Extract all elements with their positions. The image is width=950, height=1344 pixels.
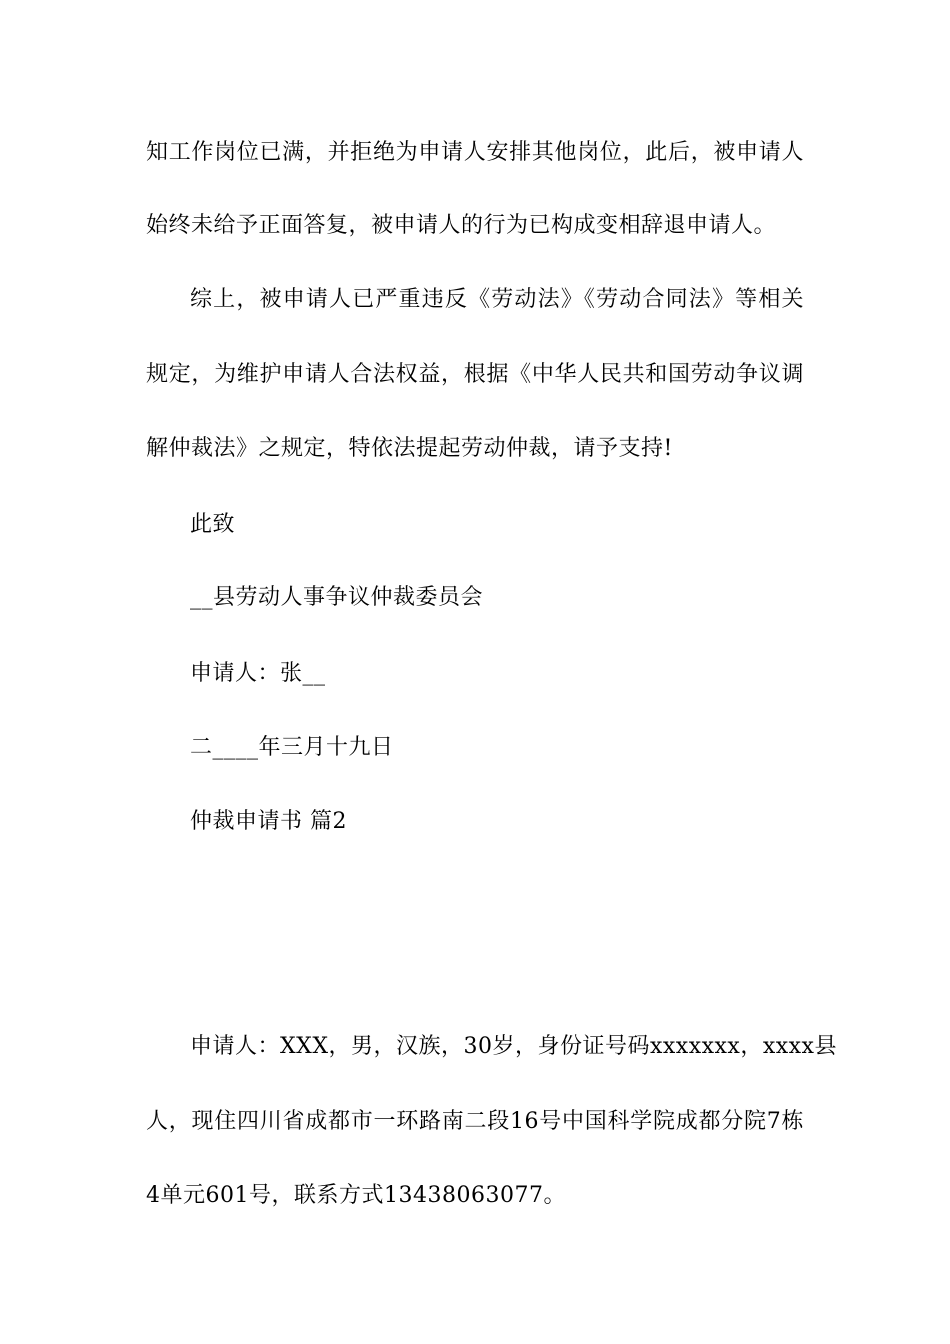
paragraph-3-line-3: 4单元601号，联系方式13438063077。 — [146, 1183, 566, 1208]
recipient: __县劳动人事争议仲裁委员会 — [190, 585, 484, 610]
paragraph-3-line-2: 人，现住四川省成都市一环路南二段16号中国科学院成都分院7栋 — [146, 1109, 804, 1134]
section-heading: 仲裁申请书 篇2 — [190, 809, 347, 834]
paragraph-3-line-1: 申请人：XXX，男，汉族，30岁，身份证号码xxxxxxx，xxxx县 — [190, 1034, 837, 1059]
paragraph-2-line-1: 综上，被申请人已严重违反《劳动法》《劳动合同法》等相关 — [190, 287, 804, 312]
paragraph-1-line-1: 知工作岗位已满，并拒绝为申请人安排其他岗位，此后，被申请人 — [146, 140, 804, 165]
paragraph-2-line-2: 规定，为维护申请人合法权益，根据《中华人民共和国劳动争议调 — [146, 362, 804, 387]
salutation: 此致 — [190, 512, 236, 537]
applicant-signature: 申请人：张__ — [190, 661, 326, 686]
date: 二____年三月十九日 — [190, 735, 394, 760]
paragraph-1-line-2: 始终未给予正面答复，被申请人的行为已构成变相辞退申请人。 — [146, 213, 777, 238]
paragraph-2-line-3: 解仲裁法》之规定，特依法提起劳动仲裁，请予支持! — [146, 436, 673, 461]
